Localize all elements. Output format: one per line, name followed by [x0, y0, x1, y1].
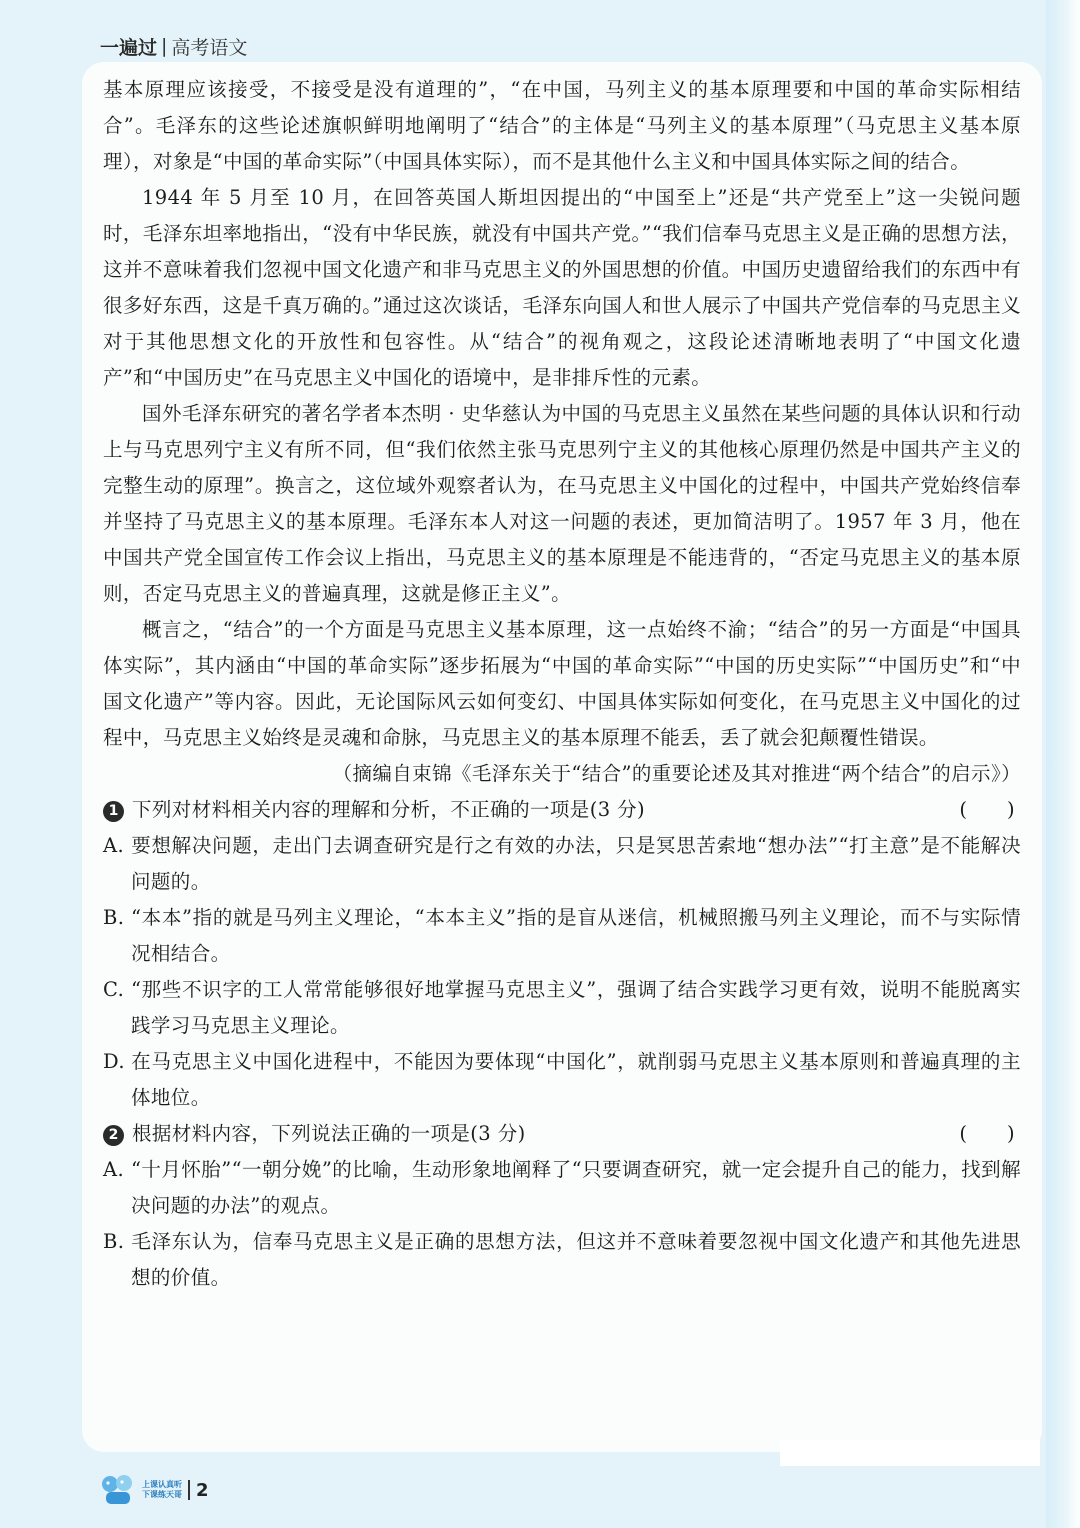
question-1-text-wrap [103, 792, 645, 828]
document-body [103, 72, 1021, 1296]
footer-separator [188, 1480, 190, 1500]
option-letter: B. [103, 906, 125, 929]
running-header [100, 30, 247, 62]
series-title: 一遍过 [100, 36, 158, 59]
option-letter: D. [103, 1050, 125, 1073]
option-letter: C. [103, 978, 125, 1001]
mascot-logo-icon [98, 1472, 138, 1508]
paragraph-2: 1944 年 5 月至 10 月，在回答英国人斯坦因提出的“中国至上”还是“共产党至上”这一尖锐问题时，毛泽东坦率地指出，“没有中华民族，就没有中国共产党。”“我们信奉马克思主义是正确的思想方法，这并不意味着我们忽视中国文化遗产和非马克思主义的外国思想的价值。中国历史遗留给我们的东西中有很多好东西，这是千真万确的。”通过这次谈话，毛泽东向国人和世人展示了中国共产党信奉的马克思主义对于其他思想文化的开放性和包容性。从“结合”的视角观之，这段论述清晰地表明了“中国文化遗产”和“中国历史”在马克思主义中国化的语境中，是非排斥性的元素。 [103, 186, 1021, 389]
option-text: “十月怀胎”“一朝分娩”的比喻，生动形象地阐释了“只要调查研究，就一定会提升自己的能力，找到解决问题的办法”的观点。 [131, 1158, 1021, 1217]
page-footer [98, 1470, 209, 1510]
option-text: 要想解决问题，走出门去调查研究是行之有效的办法，只是冥思苦索地“想办法”“打主意”是不能解决问题的。 [131, 834, 1021, 893]
question-1-stem [103, 792, 1021, 828]
question-number-icon: 2 [103, 1125, 124, 1146]
question-1-option-d [103, 1044, 1021, 1116]
page-number: 2 [196, 1479, 209, 1501]
question-1-option-b [103, 900, 1021, 972]
paragraph-3: 国外毛泽东研究的著名学者本杰明 · 史华慈认为中国的马克思主义虽然在某些问题的具体认识和行动上与马克思列宁主义有所不同，但“我们依然主张马克思列宁主义的其他核心原理仍然是中国共产主义的完整生动的原理”。换言之，这位域外观察者认为，在马克思主义中国化的过程中，中国共产党始终信奉并坚持了马克思主义的基本原理。毛泽东本人对这一问题的表述，更加简洁明了。1957 年 3 月，他在中国共产党全国宣传工作会议上指出，马克思主义的基本原理是不能违背的，“否定马克思主义的基本原则，否定马克思主义的普遍真理，这就是修正主义”。 [103, 402, 1021, 605]
question-2-option-a [103, 1152, 1021, 1224]
question-1-text: 下列对材料相关内容的理解和分析，不正确的一项是(3 分) [132, 798, 646, 821]
option-text: “本本”指的就是马列主义理论，“本本主义”指的是盲从迷信，机械照搬马列主义理论，而不与实际情况相结合。 [131, 906, 1021, 965]
question-1-option-a [103, 828, 1021, 900]
question-2-stem [103, 1116, 1021, 1152]
answer-bracket: ( ) [959, 798, 1015, 821]
source-citation: （摘编自束锦《毛泽东关于“结合”的重要论述及其对推进“两个结合”的启示》） [332, 762, 1021, 785]
question-1-option-c [103, 972, 1021, 1044]
question-number-icon: 1 [103, 801, 124, 822]
footer-slogan [142, 1480, 182, 1500]
question-2-text: 根据材料内容，下列说法正确的一项是(3 分) [132, 1122, 526, 1145]
question-2-text-wrap [103, 1116, 526, 1152]
option-text: 毛泽东认为，信奉马克思主义是正确的思想方法，但这并不意味着要忽视中国文化遗产和其他先进思想的价值。 [131, 1230, 1021, 1289]
paragraph-1: 基本原理应该接受，不接受是没有道理的”，“在中国，马列主义的基本原理要和中国的革命实际相结合”。毛泽东的这些论述旗帜鲜明地阐明了“结合”的主体是“马列主义的基本原理”（马克思主义基本原理），对象是“中国的革命实际”（中国具体实际），而不是其他什么主义和中国具体实际之间的结合。 [103, 78, 1021, 173]
answer-bracket: ( ) [959, 1122, 1015, 1145]
subject-title: 高考语文 [171, 36, 248, 59]
option-letter: A. [103, 1158, 125, 1181]
slogan-line-2: 下课练天哥 [142, 1490, 182, 1499]
option-text: “那些不识字的工人常常能够很好地掌握马克思主义”，强调了结合实践学习更有效，说明不能脱离实践学习马克思主义理论。 [131, 978, 1021, 1037]
option-text: 在马克思主义中国化进程中，不能因为要体现“中国化”，就削弱马克思主义基本原则和普遍真理的主体地位。 [131, 1050, 1021, 1109]
question-2-option-b [103, 1224, 1021, 1296]
header-separator: | [161, 35, 168, 57]
paper-corner-patch [780, 1440, 1040, 1466]
slogan-line-1: 上课认真听 [142, 1480, 182, 1489]
paragraph-4: 概言之，“结合”的一个方面是马克思主义基本原理，这一点始终不渝；“结合”的另一方面是“中国具体实际”，其内涵由“中国的革命实际”逐步拓展为“中国的革命实际”“中国的历史实际”“中国历史”和“中国文化遗产”等内容。因此，无论国际风云如何变幻、中国具体实际如何变化，在马克思主义中国化的过程中，马克思主义始终是灵魂和命脉，马克思主义的基本原理不能丢，丢了就会犯颠覆性错误。 [103, 618, 1021, 749]
option-letter: A. [103, 834, 125, 857]
page-edge-strip [1046, 0, 1080, 1528]
option-letter: B. [103, 1230, 125, 1253]
